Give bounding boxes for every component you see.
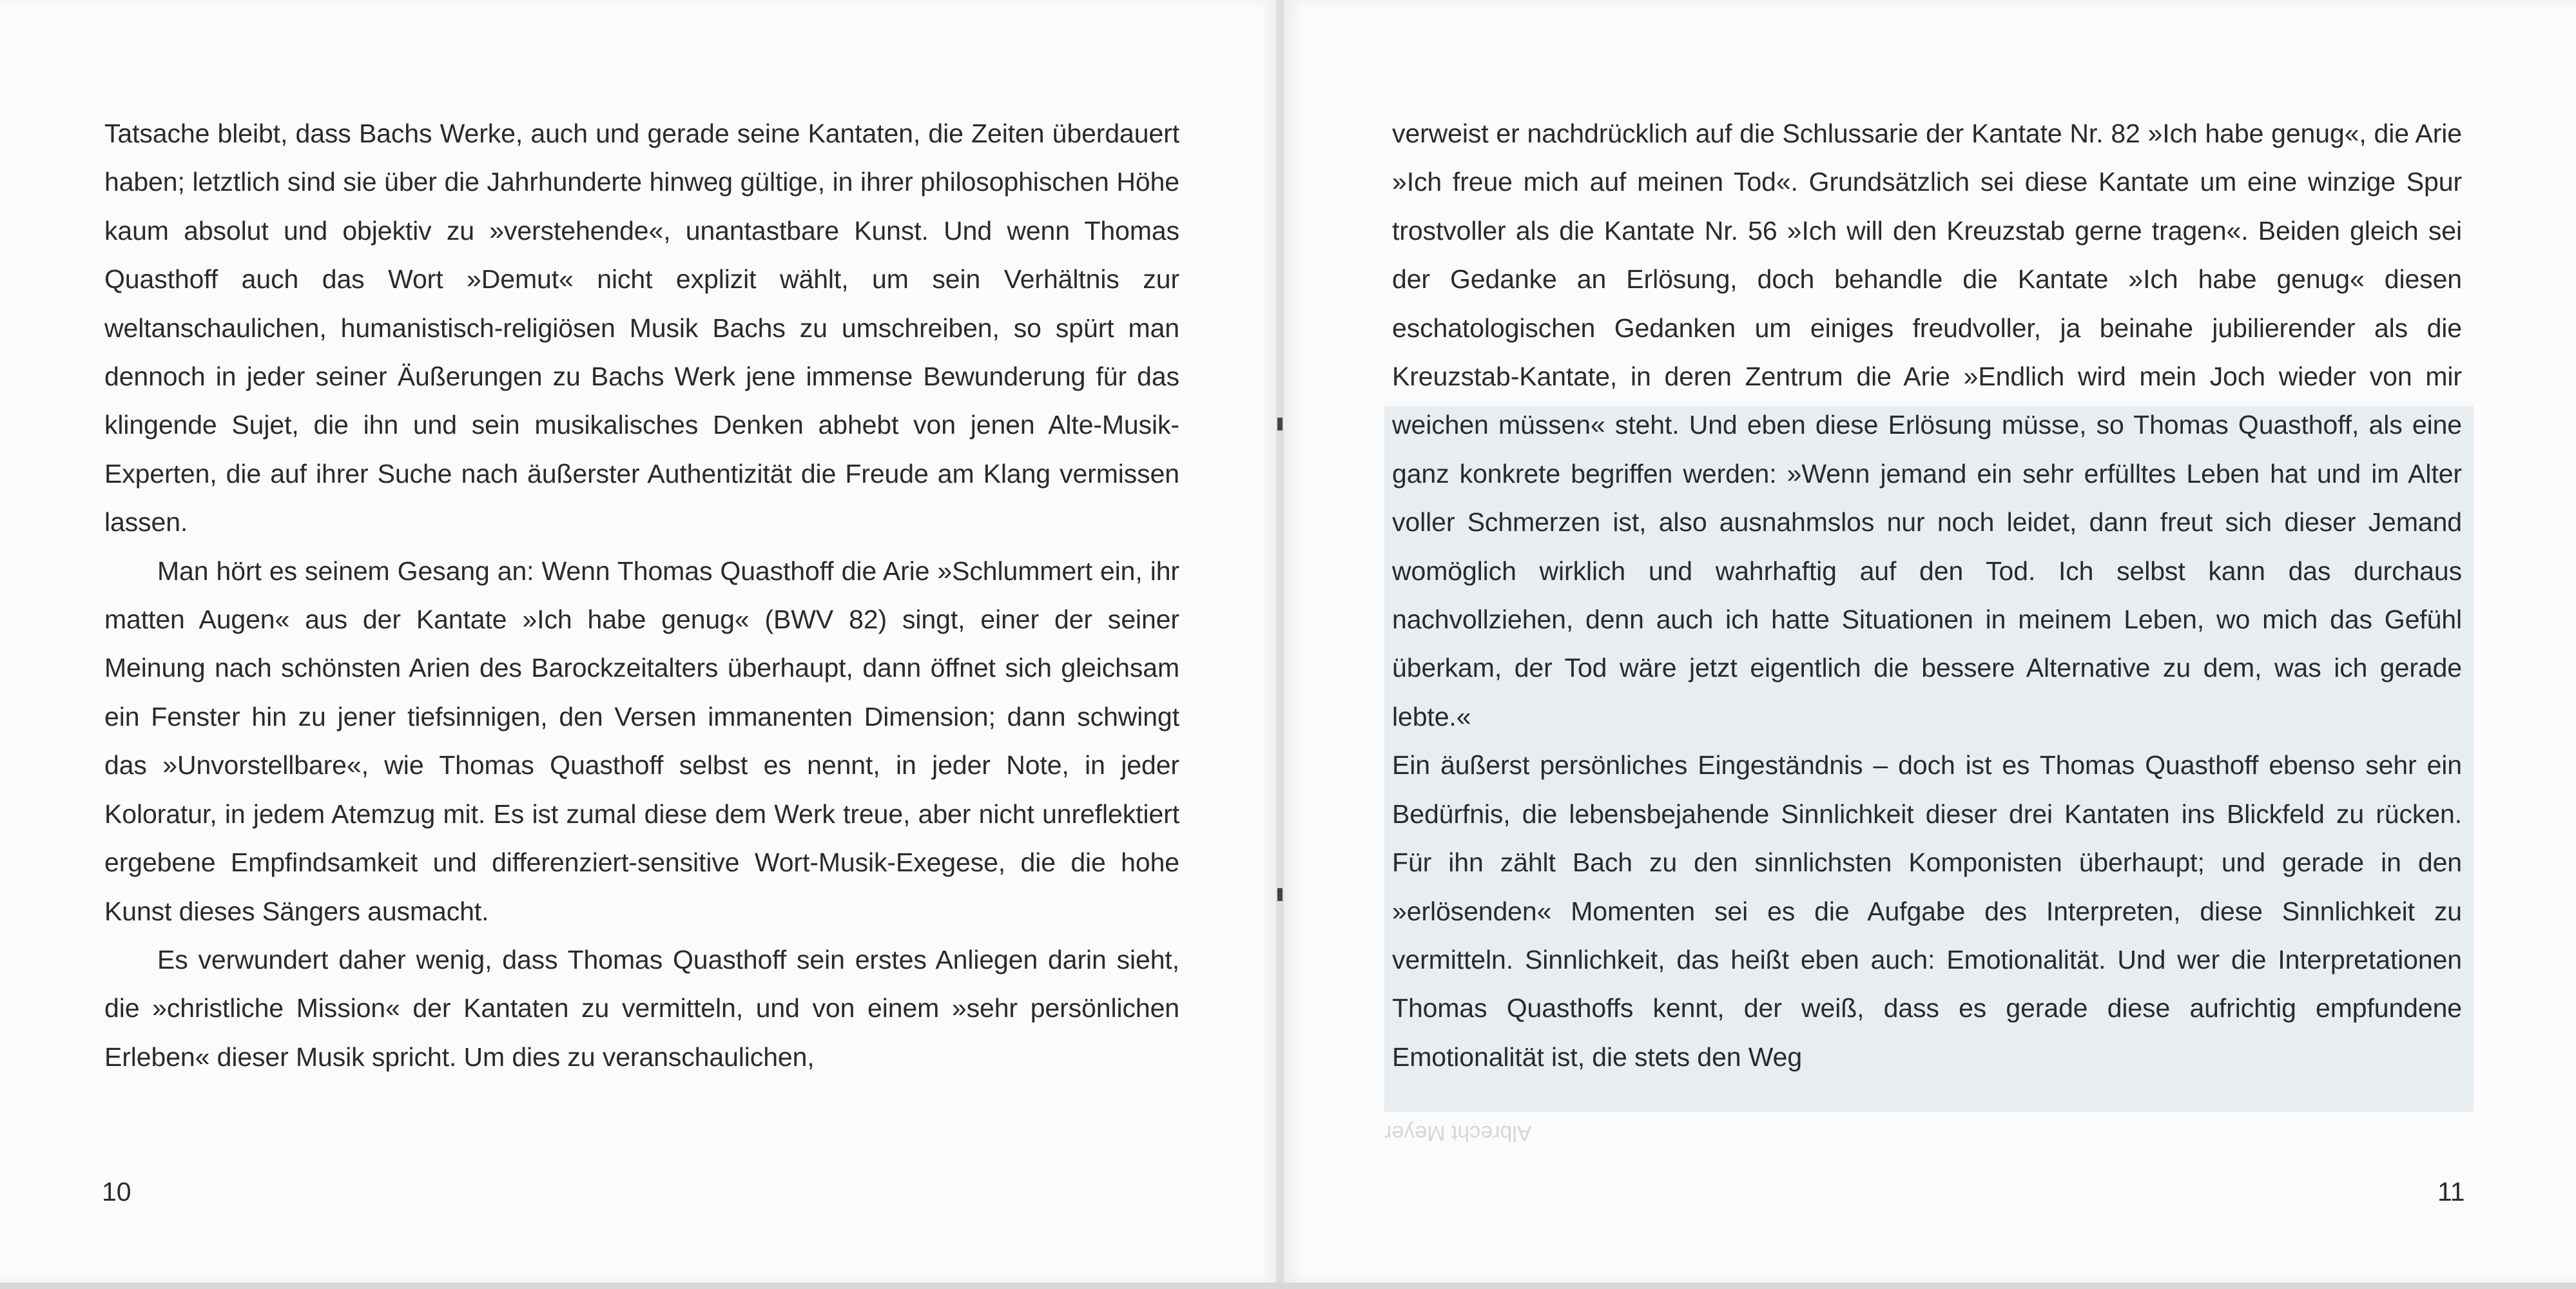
right-paragraph-1: verweist er nachdrücklich auf die Schlussarie der Kantate Nr. 82 »Ich habe genug«, die Arie »Ich freue mich auf meinen Tod«. Grundsätzlich sei diese Kantate um eine winzige Spur trostvoller als die Kantate Nr. 56 »Ich will den Kreuzstab gerne tragen«. Beiden gleich sei der Gedanke an Erlösung, doch behandle die Kantate »Ich habe genug« diesen eschatologischen Gedanken um einiges freudvoller, ja beinahe jubilierender als die Kreuzstab-Kantate, in deren Zentrum die Arie »Endlich wird mein Joch wieder von mir weichen müssen« steht. Und eben diese Erlösung müsse, so Thomas Quasthoff, als eine ganz konkrete begriffen werden: »Wenn jemand ein sehr erfülltes Leben hat und im Alter voller Schmerzen ist, also ausnahmslos nur noch leidet, dann freut sich dieser Jemand womöglich wirklich und wahrhaftig auf den Tod. Ich selbst kann das durchaus nachvollziehen, denn auch ich hatte Situationen in meinem Leben, wo mich das Gefühl überkam, der Tod wäre jetzt eigentlich die bessere Alternative zu dem, was ich gerade lebte.« — [1392, 119, 2462, 732]
book-gutter — [1276, 0, 1284, 1289]
page-number-left: 10 — [102, 1177, 131, 1207]
page-number-right: 11 — [2437, 1177, 2465, 1207]
show-through-caption: Albrecht Meyer — [1384, 1121, 1532, 1145]
left-page — [0, 0, 1276, 1283]
staple-top — [1277, 418, 1283, 431]
left-paragraph-2: Man hört es seinem Gesang an: Wenn Thomas Quasthoff die Arie »Schlummert ein, ihr matten Augen« aus der Kantate »Ich habe genug« (BWV 82) singt, einer der seiner Meinung nach schönsten Arien des Barockzeitalters überhaupt, dann öffnet sich gleichsam ein Fenster hin zu jener tiefsinnigen, den Versen immanenten Dimension; dann schwingt das »Unvorstellbare«, wie Thomas Quasthoff selbst es nennt, in jeder Note, in jeder Koloratur, in jedem Atemzug mit. Es ist zumal diese dem Werk treue, aber nicht unreflektiert ergebene Empfindsamkeit und differenziert-sensitive Wort-Musik-Exegese, die die hohe Kunst dieses Sängers ausmacht. — [104, 556, 1179, 926]
right-paragraph-2: Ein äußerst persönliches Eingeständnis – doch ist es Thomas Quasthoff ebenso sehr ein Bedürfnis, die lebensbejahende Sinnlichkeit dieser drei Kantaten ins Blickfeld zu rücken. Für ihn zählt Bach zu den sinnlichsten Komponisten überhaupt; und gerade in den »erlösenden« Momenten sei es die Aufgabe des Interpreten, diese Sinnlichkeit zu vermitteln. Sinnlichkeit, das heißt eben auch: Emotionalität. Und wer die Interpretationen Thomas Quasthoffs kennt, der weiß, dass es gerade diese aufrichtig empfundene Emotionalität ist, die stets den Weg — [1392, 750, 2462, 1072]
left-paragraph-1: Tatsache bleibt, dass Bachs Werke, auch und gerade seine Kantaten, die Zeiten überdauert haben; letztlich sind sie über die Jahrhunderte hinweg gültige, in ihrer philosophischen Höhe kaum absolut und objektiv zu »verstehende«, unantastbare Kunst. Und wenn Thomas Quasthoff auch das Wort »Demut« nicht explizit wählt, um sein Verhältnis zur weltanschaulichen, humanistisch-religiösen Musik Bachs zu umschreiben, so spürt man dennoch in jeder seiner Äußerungen zu Bachs Werk jene immense Bewunderung für das klingende Sujet, die ihn und sein musikalisches Denken abhebt von jenen Alte-Musik-Experten, die auf ihrer Suche nach äußerster Authentizität die Freude am Klang vermissen lassen. — [104, 119, 1179, 538]
bottom-edge — [0, 1283, 2576, 1289]
right-page-text — [1392, 110, 2462, 1081]
left-page-text — [104, 110, 1179, 1081]
left-paragraph-3: Es verwundert daher wenig, dass Thomas Quasthoff sein erstes Anliegen darin sieht, die »christliche Mission« der Kantaten zu vermitteln, und von einem »sehr persönlichen Erleben« dieser Musik spricht. Um dies zu veranschaulichen, — [104, 944, 1179, 1072]
staple-bottom — [1277, 888, 1283, 901]
